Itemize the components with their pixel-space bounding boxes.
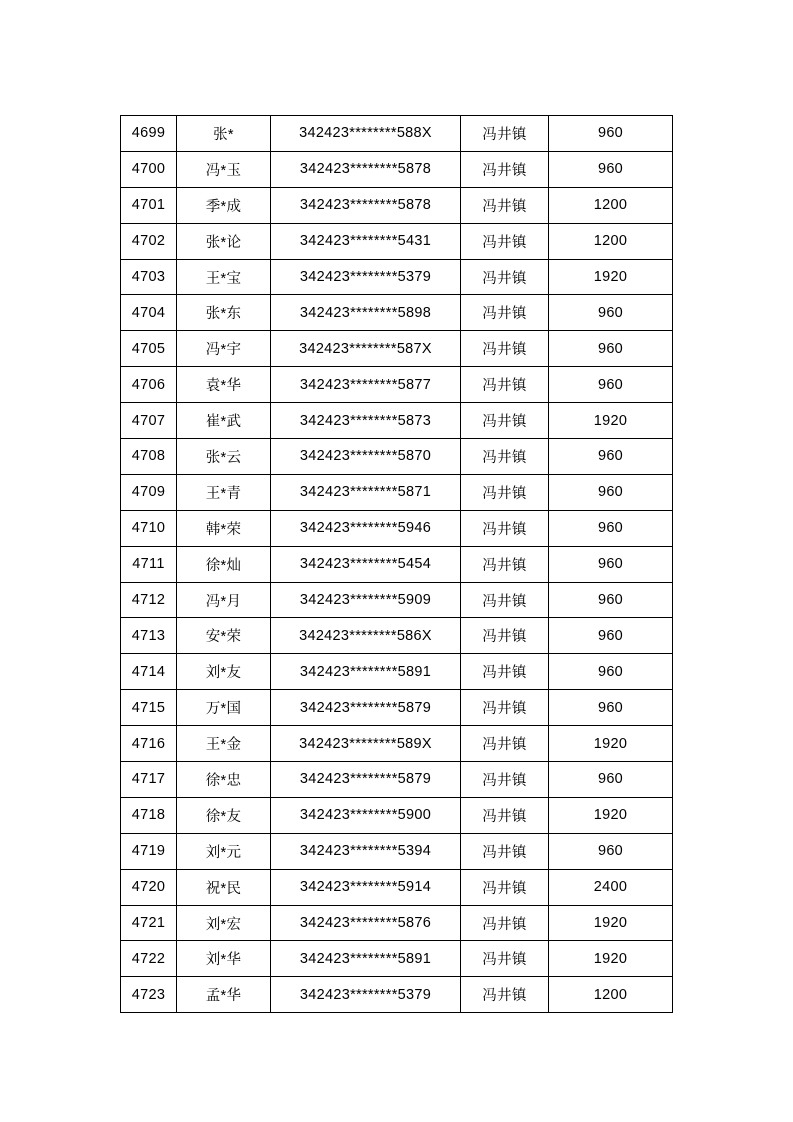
town-cell: 冯井镇: [461, 797, 549, 833]
serial-cell: 4722: [121, 941, 177, 977]
serial-cell: 4716: [121, 726, 177, 762]
id-number-cell: 342423********5879: [271, 690, 461, 726]
id-number-cell: 342423********5394: [271, 833, 461, 869]
name-cell: 崔*武: [177, 403, 271, 439]
serial-cell: 4702: [121, 223, 177, 259]
serial-cell: 4717: [121, 762, 177, 798]
serial-cell: 4713: [121, 618, 177, 654]
name-cell: 冯*宇: [177, 331, 271, 367]
id-number-cell: 342423********5454: [271, 546, 461, 582]
town-cell: 冯井镇: [461, 726, 549, 762]
id-number-cell: 342423********5891: [271, 941, 461, 977]
table-row: [121, 474, 673, 510]
id-number-cell: 342423********5431: [271, 223, 461, 259]
table-row: [121, 833, 673, 869]
town-cell: 冯井镇: [461, 187, 549, 223]
table-row: [121, 869, 673, 905]
name-cell: 冯*玉: [177, 151, 271, 187]
amount-cell: 1200: [549, 223, 673, 259]
town-cell: 冯井镇: [461, 403, 549, 439]
id-number-cell: 342423********587X: [271, 331, 461, 367]
table-row: [121, 223, 673, 259]
amount-cell: 960: [549, 510, 673, 546]
id-number-cell: 342423********5876: [271, 905, 461, 941]
name-cell: 祝*民: [177, 869, 271, 905]
table-body: [121, 116, 673, 1013]
table-row: [121, 977, 673, 1013]
serial-cell: 4714: [121, 654, 177, 690]
town-cell: 冯井镇: [461, 295, 549, 331]
serial-cell: 4704: [121, 295, 177, 331]
table-row: [121, 510, 673, 546]
town-cell: 冯井镇: [461, 331, 549, 367]
town-cell: 冯井镇: [461, 654, 549, 690]
table-row: [121, 618, 673, 654]
id-number-cell: 342423********589X: [271, 726, 461, 762]
name-cell: 张*云: [177, 439, 271, 475]
amount-cell: 1920: [549, 797, 673, 833]
amount-cell: 960: [549, 116, 673, 152]
table-row: [121, 690, 673, 726]
name-cell: 韩*荣: [177, 510, 271, 546]
amount-cell: 960: [549, 654, 673, 690]
amount-cell: 960: [549, 546, 673, 582]
name-cell: 万*国: [177, 690, 271, 726]
amount-cell: 960: [549, 331, 673, 367]
amount-cell: 960: [549, 762, 673, 798]
name-cell: 冯*月: [177, 582, 271, 618]
id-number-cell: 342423********5891: [271, 654, 461, 690]
amount-cell: 1920: [549, 905, 673, 941]
table-row: [121, 797, 673, 833]
town-cell: 冯井镇: [461, 905, 549, 941]
table-row: [121, 654, 673, 690]
serial-cell: 4719: [121, 833, 177, 869]
serial-cell: 4708: [121, 439, 177, 475]
town-cell: 冯井镇: [461, 762, 549, 798]
town-cell: 冯井镇: [461, 941, 549, 977]
name-cell: 王*金: [177, 726, 271, 762]
serial-cell: 4707: [121, 403, 177, 439]
id-number-cell: 342423********5898: [271, 295, 461, 331]
name-cell: 孟*华: [177, 977, 271, 1013]
id-number-cell: 342423********5379: [271, 259, 461, 295]
town-cell: 冯井镇: [461, 546, 549, 582]
town-cell: 冯井镇: [461, 367, 549, 403]
name-cell: 王*宝: [177, 259, 271, 295]
amount-cell: 960: [549, 833, 673, 869]
town-cell: 冯井镇: [461, 977, 549, 1013]
serial-cell: 4710: [121, 510, 177, 546]
amount-cell: 960: [549, 582, 673, 618]
town-cell: 冯井镇: [461, 869, 549, 905]
name-cell: 刘*友: [177, 654, 271, 690]
amount-cell: 2400: [549, 869, 673, 905]
serial-cell: 4700: [121, 151, 177, 187]
id-number-cell: 342423********5877: [271, 367, 461, 403]
id-number-cell: 342423********5873: [271, 403, 461, 439]
serial-cell: 4701: [121, 187, 177, 223]
amount-cell: 1920: [549, 941, 673, 977]
table-row: [121, 546, 673, 582]
town-cell: 冯井镇: [461, 439, 549, 475]
serial-cell: 4705: [121, 331, 177, 367]
serial-cell: 4709: [121, 474, 177, 510]
table-row: [121, 187, 673, 223]
amount-cell: 960: [549, 690, 673, 726]
name-cell: 张*论: [177, 223, 271, 259]
serial-cell: 4720: [121, 869, 177, 905]
serial-cell: 4703: [121, 259, 177, 295]
amount-cell: 960: [549, 618, 673, 654]
town-cell: 冯井镇: [461, 151, 549, 187]
town-cell: 冯井镇: [461, 116, 549, 152]
amount-cell: 960: [549, 439, 673, 475]
amount-cell: 1200: [549, 977, 673, 1013]
table-row: [121, 367, 673, 403]
town-cell: 冯井镇: [461, 582, 549, 618]
id-number-cell: 342423********5878: [271, 151, 461, 187]
serial-cell: 4721: [121, 905, 177, 941]
table-row: [121, 295, 673, 331]
name-cell: 刘*宏: [177, 905, 271, 941]
amount-cell: 960: [549, 367, 673, 403]
table-row: [121, 331, 673, 367]
serial-cell: 4718: [121, 797, 177, 833]
town-cell: 冯井镇: [461, 474, 549, 510]
table-row: [121, 403, 673, 439]
table-row: [121, 726, 673, 762]
id-number-cell: 342423********5870: [271, 439, 461, 475]
table-row: [121, 116, 673, 152]
serial-cell: 4711: [121, 546, 177, 582]
town-cell: 冯井镇: [461, 223, 549, 259]
name-cell: 徐*忠: [177, 762, 271, 798]
serial-cell: 4723: [121, 977, 177, 1013]
amount-cell: 1920: [549, 259, 673, 295]
town-cell: 冯井镇: [461, 259, 549, 295]
table-row: [121, 762, 673, 798]
id-number-cell: 342423********5914: [271, 869, 461, 905]
name-cell: 袁*华: [177, 367, 271, 403]
id-number-cell: 342423********5900: [271, 797, 461, 833]
name-cell: 张*: [177, 116, 271, 152]
id-number-cell: 342423********5909: [271, 582, 461, 618]
beneficiary-table: [120, 115, 673, 1013]
town-cell: 冯井镇: [461, 618, 549, 654]
table-row: [121, 582, 673, 618]
amount-cell: 960: [549, 474, 673, 510]
amount-cell: 1920: [549, 403, 673, 439]
amount-cell: 1920: [549, 726, 673, 762]
id-number-cell: 342423********5871: [271, 474, 461, 510]
table-row: [121, 941, 673, 977]
name-cell: 张*东: [177, 295, 271, 331]
serial-cell: 4706: [121, 367, 177, 403]
table-row: [121, 905, 673, 941]
table-row: [121, 439, 673, 475]
serial-cell: 4712: [121, 582, 177, 618]
town-cell: 冯井镇: [461, 690, 549, 726]
id-number-cell: 342423********588X: [271, 116, 461, 152]
town-cell: 冯井镇: [461, 833, 549, 869]
id-number-cell: 342423********5878: [271, 187, 461, 223]
name-cell: 徐*灿: [177, 546, 271, 582]
name-cell: 刘*元: [177, 833, 271, 869]
amount-cell: 960: [549, 295, 673, 331]
town-cell: 冯井镇: [461, 510, 549, 546]
serial-cell: 4715: [121, 690, 177, 726]
serial-cell: 4699: [121, 116, 177, 152]
id-number-cell: 342423********5879: [271, 762, 461, 798]
name-cell: 季*成: [177, 187, 271, 223]
name-cell: 刘*华: [177, 941, 271, 977]
amount-cell: 1200: [549, 187, 673, 223]
name-cell: 徐*友: [177, 797, 271, 833]
id-number-cell: 342423********586X: [271, 618, 461, 654]
table-row: [121, 259, 673, 295]
amount-cell: 960: [549, 151, 673, 187]
id-number-cell: 342423********5946: [271, 510, 461, 546]
name-cell: 王*青: [177, 474, 271, 510]
table-row: [121, 151, 673, 187]
id-number-cell: 342423********5379: [271, 977, 461, 1013]
name-cell: 安*荣: [177, 618, 271, 654]
